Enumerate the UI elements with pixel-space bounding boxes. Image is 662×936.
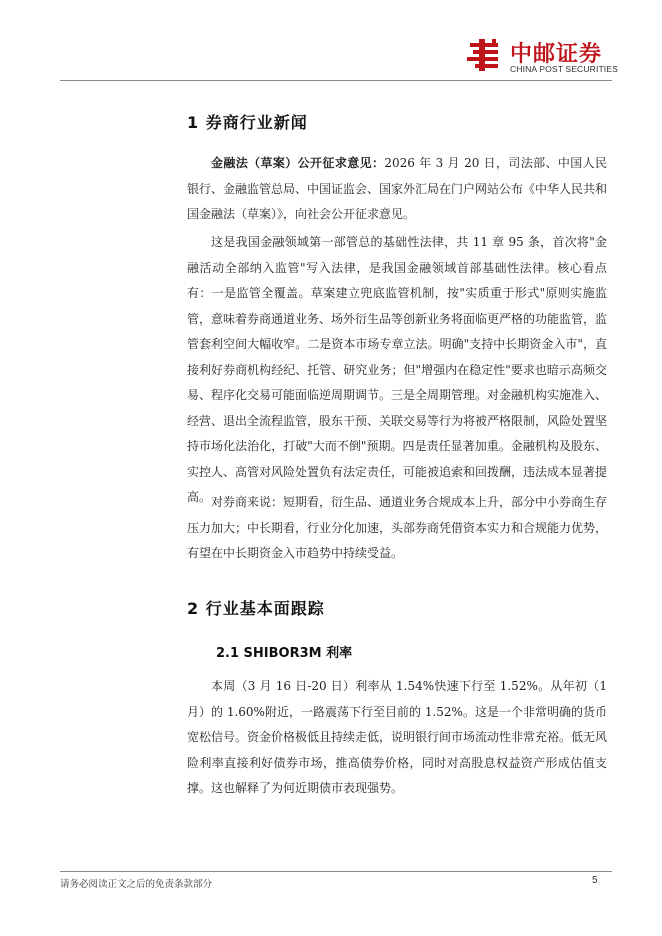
header-divider <box>60 80 612 81</box>
footer-disclaimer: 请务必阅读正文之后的免责条款部分 <box>60 879 213 890</box>
section-1-paragraph-3: 对券商来说：短期看，衍生品、通道业务合规成本上升，部分中小券商生存压力加大；中长期看，行业分化加速，头部券商凭借资本实力和合规能力优势，有望在中长期资金入市趋势中持续受益。 <box>187 495 608 560</box>
section-1-heading: 1 券商行业新闻 <box>187 113 308 132</box>
section-2-heading: 2 行业基本面跟踪 <box>187 599 325 618</box>
logo-english-name: CHINA POST SECURITIES <box>510 64 618 74</box>
paragraph-1-body: 2026 年 3 月 20 日，司法部、中国人民银行、金融监管总局、中国证监会、国家外汇局在门户网站公布《中华人民共和国金融法（草案）》，向社会公开征求意见。 <box>187 156 608 221</box>
company-logo <box>466 37 616 77</box>
logo-chinese-name: 中邮证券 <box>510 42 603 67</box>
section-1-paragraph-2: 这是我国金融领域第一部管总的基础性法律，共 11 章 95 条，首次将"金融活动全部纳入监管"写入法律，是我国金融领域首部基础性法律。核心看点有：一是监管全覆盖。草案建立兜底监管机制，按"实质重于形式"原则实施监管，意味着券商通道业务、场外衍生品等创新业务将面临更严格的功能监管，监管套利空间大幅收窄。二是资本市场专章立法。明确"支持中长期资金入市"，直接利好券商机构经纪、托管、研究业务；但"增强内在稳定性"要求也暗示高频交易、程序化交易可能面临逆周期调节。三是全周期管理。对金融机构实施准入、经营、退出全流程监管，股东干预、关联交易等行为将被严格限制，风险处置坚持市场化法治化，打破"大而不倒"预期。四是责任显著加重。金融机构及股东、实控人、高管对风险处置负有法定责任，可能被追索和回拨酬，违法成本显著提高。 <box>187 235 608 504</box>
section-2-paragraph-1: 本周（3 月 16 日-20 日）利率从 1.54%快速下行至 1.52%。从年初（1 月）的 1.60%附近，一路震荡下行至目前的 1.52%。这是一个非常明确的货币宽松信号。资金价格极低且持续走低，说明银行间市场流动性非常充裕。低无风险利率直接利好债券市场，推高债券价格，同时对高股息权益资产形成估值支撑。这也解释了为何近期债市表现强势。 <box>187 679 608 795</box>
section-1-paragraph-1 <box>187 151 607 228</box>
paragraph-lead-bold: 金融法（草案）公开征求意见： <box>211 156 385 170</box>
section-2-1-heading: 2.1 SHIBOR3M 利率 <box>216 646 353 661</box>
china-post-logo-icon <box>466 37 504 73</box>
footer-divider <box>60 871 612 872</box>
page-number: 5 <box>592 875 598 886</box>
